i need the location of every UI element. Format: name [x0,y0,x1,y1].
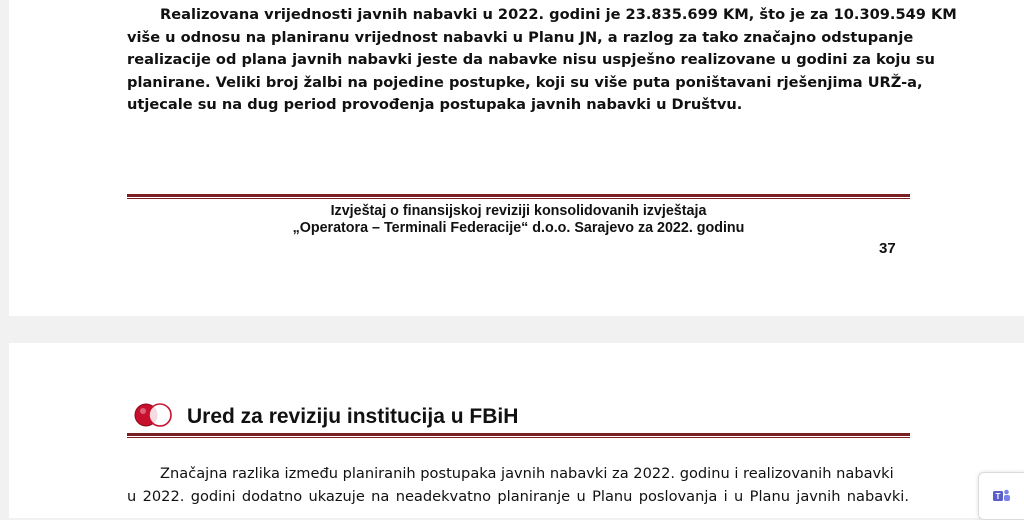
paragraph-line: u 2022. godini dodatno ukazuje na neadekvatno planiranje u Planu poslovanja i u Planu javnih nabavki. [127,487,909,505]
svg-text:T: T [995,492,1001,501]
conclusion-paragraph [127,4,957,117]
analysis-paragraph [127,463,909,508]
institution-logo-icon [133,401,179,429]
paragraph-line: više u odnosu na planiranu vrijednost nabavki u Planu JN, a razlog za tako značajno odstupanje [127,28,914,46]
paragraph-line: planirane. Veliki broj žalbi na pojedine postupke, koji su više puta poništavani rješenjima URŽ-a, [127,73,923,91]
teams-icon [993,488,1011,504]
paragraph-line: Realizovana vrijednosti javnih nabavki u 2022. godini je 23.835.699 KM, što je za 10.309.549 KM [160,6,957,23]
paragraph-line: utjecale su na dug period provođenja postupaka javnih nabavki u Društvu. [127,96,743,114]
teams-floating-button[interactable] [978,472,1024,520]
header-divider [127,433,910,438]
document-page-37 [9,0,1024,316]
page-number: 37 [879,240,896,257]
paragraph-line: realizacije od plana javnih nabavki jeste da nabavke nisu uspješno realizovane u godini za koju su [127,51,935,69]
page-header-title: Ured za reviziju institucija u FBiH [187,405,519,428]
paragraph-line: Značajna razlika između planiranih postupaka javnih nabavki za 2022. godinu i realizovanih nabavki [160,465,894,482]
document-page-38 [9,343,1024,518]
footer-title-line2: „Operatora – Terminali Federacije“ d.o.o. Sarajevo za 2022. godinu [292,220,745,236]
page-footer [127,203,910,237]
footer-divider [127,194,910,199]
footer-title-line1: Izvještaj o finansijskoj reviziji konsolidovanih izvještaja [330,203,707,219]
